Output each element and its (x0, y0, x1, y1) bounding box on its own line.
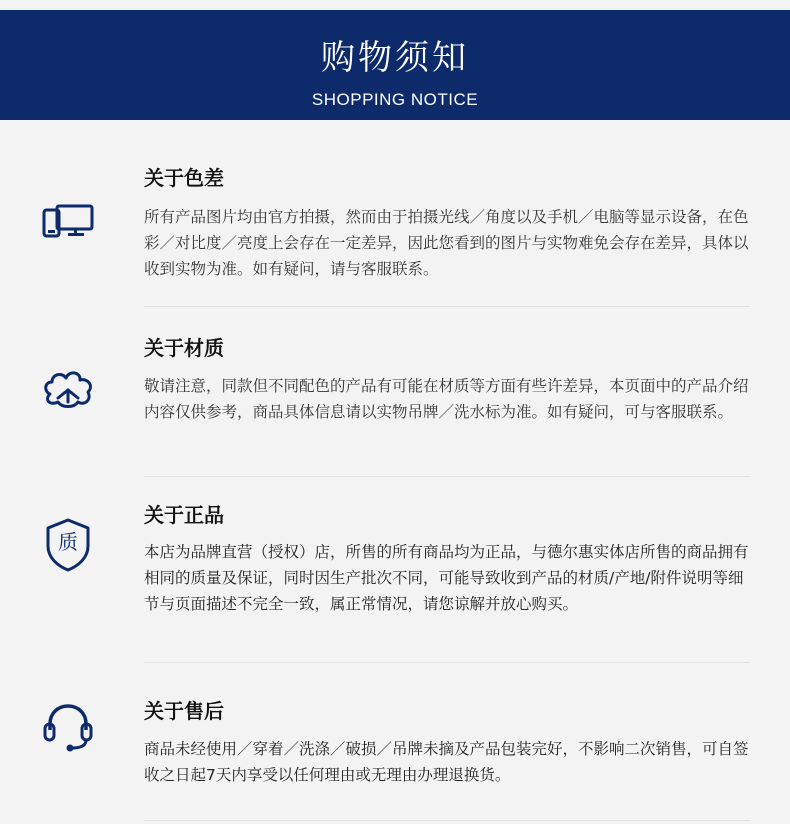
section-body: 本店为品牌直营（授权）店，所售的所有商品均为正品，与德尔惠实体店所售的商品拥有相同的质量及保证，同时因生产批次不同，可能导致收到产品的材质/产地/附件说明等细节与页面描述不完全一致，属正常情况，请您谅解并放心购买。 (144, 543, 749, 613)
shield-label: 质 (58, 530, 78, 554)
headset-icon (40, 698, 96, 754)
section-title: 关于材质 (144, 336, 224, 360)
page-title: 购物须知 (321, 38, 469, 78)
cotton-icon (40, 360, 96, 416)
divider (144, 662, 750, 663)
quality-shield-icon (40, 516, 96, 572)
divider (144, 820, 750, 821)
divider (144, 306, 750, 307)
section-title: 关于售后 (144, 699, 224, 723)
divider (144, 476, 750, 477)
section-body: 所有产品图片均由官方拍摄，然而由于拍摄光线／角度以及手机／电脑等显示设备，在色彩／对比度／亮度上会存在一定差异，因此您看到的图片与实物难免会存在差异，具体以收到实物为准。如有疑问，请与客服联系。 (144, 208, 749, 278)
page-subtitle: SHOPPING NOTICE (311, 90, 479, 109)
section-body: 商品未经使用／穿着／洗涤／破损／吊牌未摘及产品包装完好，不影响二次销售，可自签收之日起7天内享受以任何理由或无理由办理退换货。 (144, 740, 749, 784)
devices-icon (40, 196, 96, 252)
header-banner (0, 10, 790, 120)
section-title: 关于色差 (144, 166, 224, 190)
section-body: 敬请注意，同款但不同配色的产品有可能在材质等方面有些许差异，本页面中的产品介绍内容仅供参考，商品具体信息请以实物吊牌／洗水标为准。如有疑问，可与客服联系。 (144, 377, 749, 421)
section-title: 关于正品 (144, 503, 224, 527)
